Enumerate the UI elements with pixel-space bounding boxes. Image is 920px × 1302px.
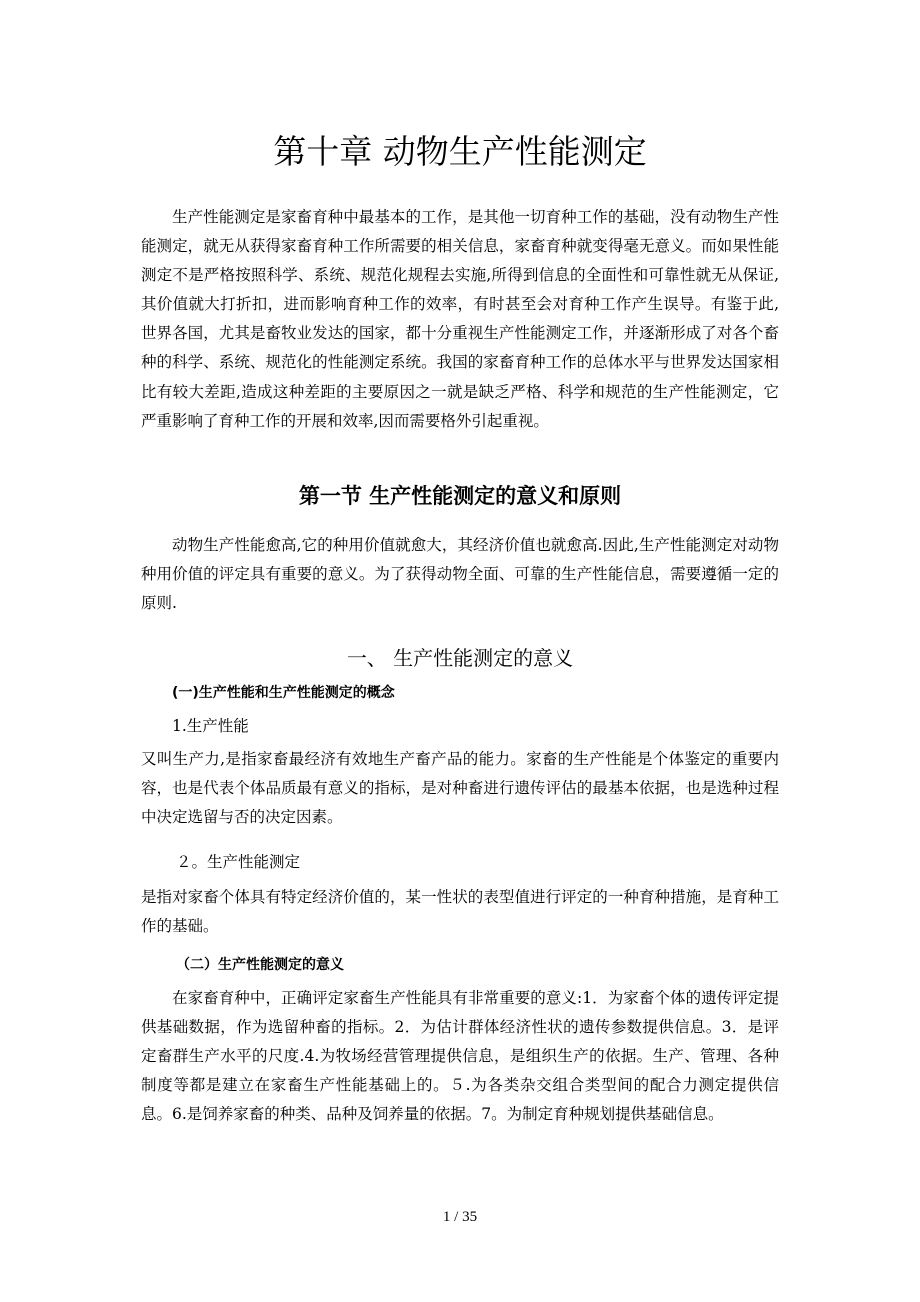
part-heading-significance: （二）生产性能测定的意义 — [176, 957, 344, 973]
item-text-production-performance: 又叫生产力,是指家畜最经济有效地生产畜产品的能力。家畜的生产性能是个体鉴定的重要内容，也是代表个体品质最有意义的指标，是对种畜进行遗传评估的最基本依据，也是选种过程中决定选留与否的决定因素。 — [141, 750, 779, 827]
significance-paragraph: 在家畜育种中，正确评定家畜生产性能具有非常重要的意义:1．为家畜个体的遗传评定提供基础数据，作为选留种畜的指标。2．为估计群体经济性状的遗传参数提供信息。3．是评定畜群生产水平的尺度.4.为牧场经营管理提供信息，是组织生产的依据。生产、管理、各种制度等都是建立在家畜生产性能基础上的。５.为各类杂交组合类型间的配合力测定提供信息。6.是饲养家畜的种类、品种及饲养量的依据。7。为制定育种规划提供基础信息。 — [141, 989, 779, 1124]
chapter-title: 第十章 动物生产性能测定 — [273, 132, 647, 171]
part-heading-concept: (一)生产性能和生产性能测定的概念 — [172, 685, 395, 701]
item-label-performance-testing: ２。生产性能测定 — [176, 853, 301, 871]
section-title: 第一节 生产性能测定的意义和原则 — [298, 484, 622, 508]
page-number: 1 / 35 — [442, 1209, 478, 1225]
item-label-production-performance: 1.生产性能 — [172, 717, 249, 735]
item-text-performance-testing: 是指对家畜个体具有特定经济价值的，某一性状的表型值进行评定的一种育种措施，是育种工作的基础。 — [141, 888, 779, 936]
subsection-title: 一、 生产性能测定的意义 — [346, 646, 574, 670]
section-intro-paragraph: 动物生产性能愈高,它的种用价值就愈大，其经济价值也就愈高.因此,生产性能测定对动物种用价值的评定具有重要的意义。为了获得动物全面、可靠的生产性能信息，需要遵循一定的原则. — [141, 536, 779, 613]
intro-paragraph: 生产性能测定是家畜育种中最基本的工作，是其他一切育种工作的基础，没有动物生产性能测定，就无从获得家畜育种工作所需要的相关信息，家畜育种就变得毫无意义。而如果性能测定不是严格按照科学、系统、规范化规程去实施,所得到信息的全面性和可靠性就无从保证,其价值就大打折扣，进而影响育种工作的效率，有时甚至会对育种工作产生误导。有鉴于此,世界各国，尤其是畜牧业发达的国家，都十分重视生产性能测定工作，并逐渐形成了对各个畜种的科学、系统、规范化的性能测定系统。我国的家畜育种工作的总体水平与世界发达国家相比有较大差距,造成这种差距的主要原因之一就是缺乏严格、科学和规范的生产性能测定，它严重影响了育种工作的开展和效率,因而需要格外引起重视。 — [141, 208, 779, 430]
